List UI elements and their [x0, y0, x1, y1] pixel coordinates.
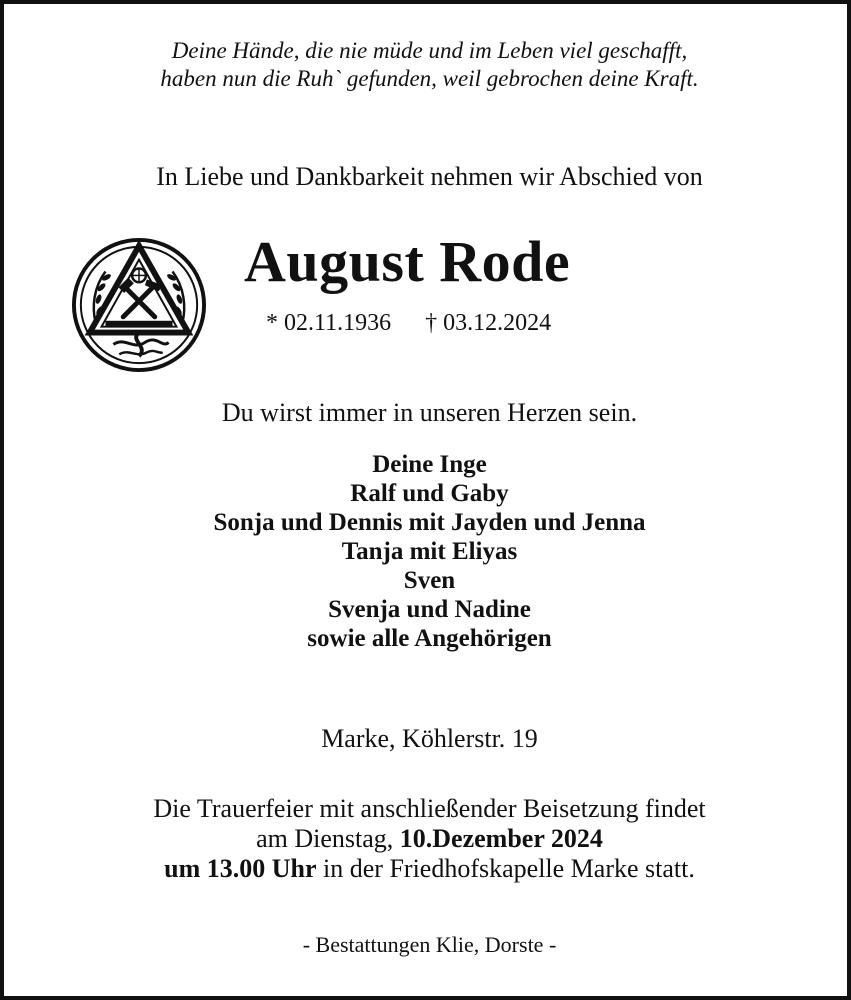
- service-time: um 13.00 Uhr: [164, 854, 317, 883]
- family-member: Sven: [403, 567, 456, 594]
- life-dates: [266, 310, 551, 337]
- service-date: 10.Dezember 2024: [399, 824, 603, 853]
- service-day: am Dienstag,: [256, 824, 400, 853]
- address-text: Marke, Köhlerstr. 19: [321, 724, 538, 753]
- family-member: Tanja mit Eliyas: [341, 538, 518, 565]
- family-member: Ralf und Gaby: [350, 480, 509, 507]
- service-line-1: Die Trauerfeier mit anschließender Beisetzung findet: [153, 794, 706, 823]
- verse-line-2: haben nun die Ruh` gefunden, weil gebrochen deine Kraft.: [160, 66, 699, 91]
- intro-text: In Liebe und Dankbarkeit nehmen wir Abschied von: [156, 162, 703, 191]
- service-line-3: [4, 854, 851, 884]
- undertaker-text: - Bestattungen Klie, Dorste -: [302, 932, 557, 957]
- family-member: Svenja und Nadine: [328, 596, 531, 623]
- service-location: in der Friedhofskapelle Marke statt.: [316, 854, 695, 883]
- verse-line-1: Deine Hände, die nie müde und im Leben viel geschafft,: [171, 38, 688, 63]
- miners-emblem-icon: [70, 236, 208, 374]
- deceased-name: August Rode: [244, 229, 571, 294]
- family-member: sowie alle Angehörigen: [307, 625, 552, 652]
- birth-date: * 02.11.1936: [266, 310, 392, 336]
- family-member: Sonja und Dennis mit Jayden und Jenna: [213, 509, 646, 536]
- family-member: Deine Inge: [372, 451, 487, 478]
- death-date: † 03.12.2024: [425, 310, 552, 336]
- motto-text: Du wirst immer in unseren Herzen sein.: [221, 398, 638, 427]
- service-line-2: [4, 824, 851, 854]
